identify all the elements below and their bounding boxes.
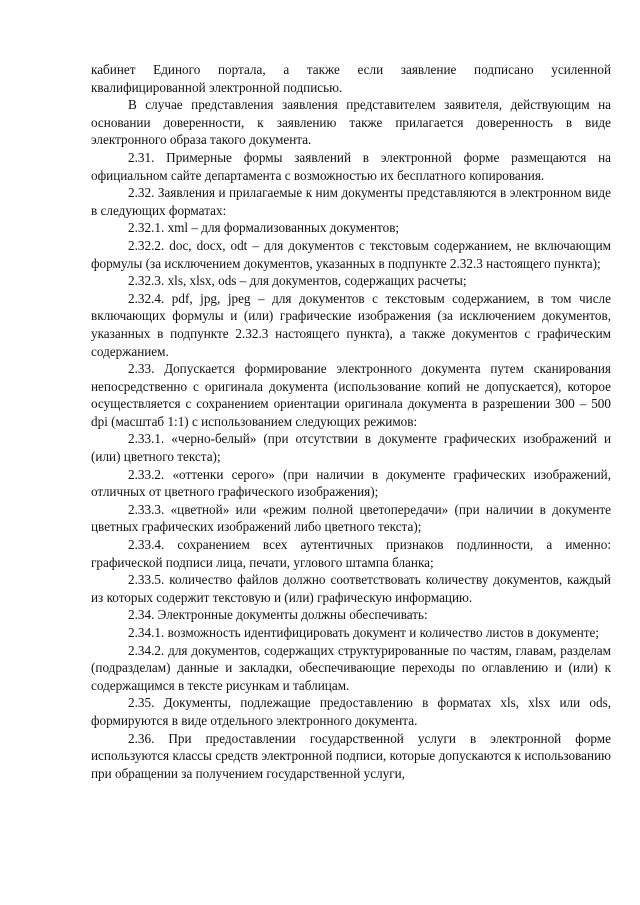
paragraph-2-33-1: 2.33.1. «черно-белый» (при отсутствии в документе графических изображений и (или) цветного текста); bbox=[91, 431, 611, 465]
document-page bbox=[91, 61, 611, 782]
paragraph-2-31: 2.31. Примерные формы заявлений в электронной форме размещаются на официальном сайте департамента с возможностью их бесплатного копирования. bbox=[91, 149, 611, 183]
paragraph-2-34: 2.34. Электронные документы должны обеспечивать: bbox=[128, 607, 428, 623]
paragraph-2-33-4: 2.33.4. сохранением всех аутентичных признаков подлинности, а именно: графической подписи лица, печати, углового штампа бланка; bbox=[91, 537, 611, 570]
paragraph-2-36: 2.36. При предоставлении государственной услуги в электронной форме используются классы средств электронной подписи, которые допускаются к использованию при обращении за получением государственной услуги, bbox=[91, 730, 611, 781]
paragraph-2-32-2: 2.32.2. doc, docx, odt – для документов с текстовым содержанием, не включающим формулы (за исключением документов, указанных в подпункте 2.32.3 настоящего пункта); bbox=[91, 237, 611, 271]
paragraph-2-34-2: 2.34.2. для документов, содержащих структурированные по частям, главам, разделам (подразделам) данные и закладки, обеспечивающие переходы по оглавлению и (или) к содержащимся в тексте рисункам и таблицам. bbox=[91, 642, 611, 693]
paragraph-2-33-3: 2.33.3. «цветной» или «режим полной цветопередачи» (при наличии в документе цветных графических изображений либо цветного текста); bbox=[91, 501, 611, 535]
paragraph-2-35: 2.35. Документы, подлежащие предоставлению в форматах xls, xlsx или ods, формируются в виде отдельного электронного документа. bbox=[91, 695, 611, 728]
paragraph-2-32-1: 2.32.1. xml – для формализованных документов; bbox=[128, 220, 400, 236]
paragraph-representative: В случае представления заявления представителем заявителя, действующим на основании доверенности, к заявлению также прилагается доверенность в виде электронного образа такого документа. bbox=[91, 97, 611, 148]
paragraph-continuation: кабинет Единого портала, а также если заявление подписано усиленной квалифицированной электронной подписью. bbox=[91, 62, 611, 95]
paragraph-2-32-4: 2.32.4. pdf, jpg, jpeg – для документов с текстовым содержанием, в том числе включающих формулы и (или) графические изображения (за исключением документов, указанных в подпункте 2.32.3 настоящего пункта), а также документов с графическим содержанием. bbox=[91, 290, 611, 359]
paragraph-2-33-2: 2.33.2. «оттенки серого» (при наличии в документе графических изображений, отличных от цветного графического изображения); bbox=[91, 466, 611, 500]
paragraph-2-33-5: 2.33.5. количество файлов должно соответствовать количеству документов, каждый из которых содержит текстовую и (или) графическую информацию. bbox=[91, 572, 611, 605]
paragraph-2-32-3: 2.32.3. xls, xlsx, ods – для документов, содержащих расчеты; bbox=[128, 273, 467, 289]
paragraph-2-33: 2.33. Допускается формирование электронного документа путем сканирования непосредственно с оригинала документа (использование копий не допускается), которое осуществляется с сохранением ориентации оригинала документа в разрешении 300 – 500 dpi (масштаб 1:1) с использованием следующих режимов: bbox=[91, 361, 611, 429]
paragraph-2-34-1: 2.34.1. возможность идентифицировать документ и количество листов в документе; bbox=[128, 625, 600, 640]
paragraph-2-32: 2.32. Заявления и прилагаемые к ним документы представляются в электронном виде в следующих форматах: bbox=[91, 185, 611, 218]
